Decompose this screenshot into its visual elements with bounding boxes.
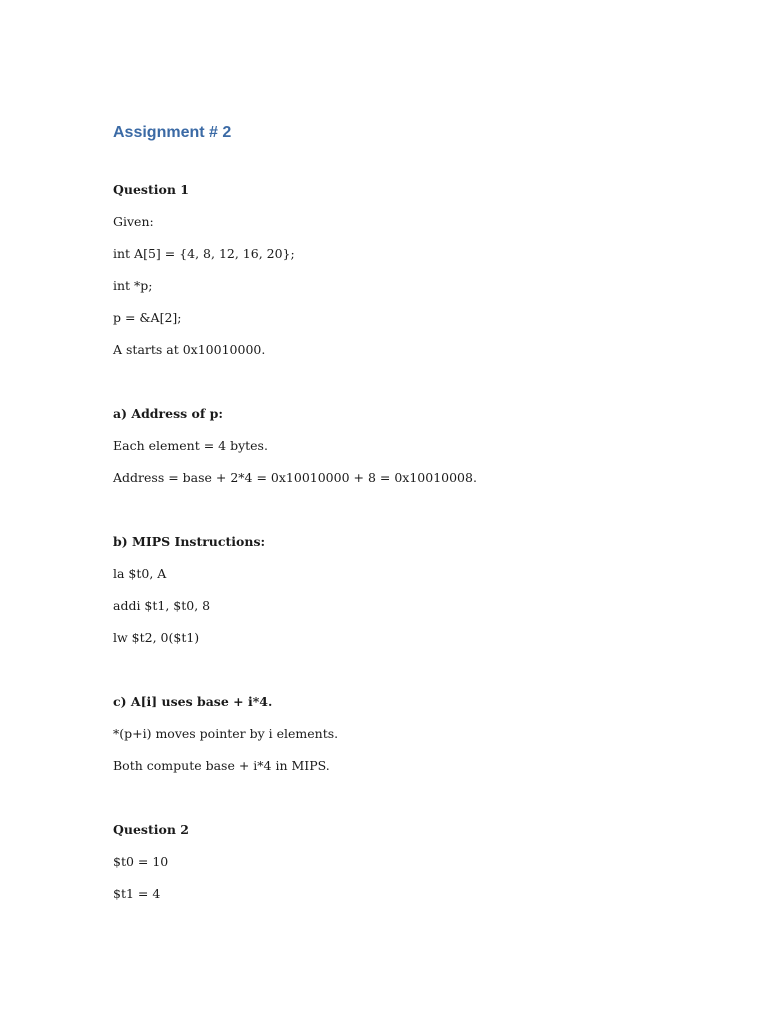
pointer-arithmetic-text: *(p+i) moves pointer by i elements. [113,726,339,741]
document-title: Assignment # 2 [113,124,232,141]
part-b-heading: b) MIPS Instructions: [113,534,266,549]
element-size-text: Each element = 4 bytes. [113,438,268,453]
array-declaration: int A[5] = {4, 8, 12, 16, 20}; [113,246,295,261]
part-a-heading: a) Address of p: [113,406,223,421]
mips-instruction-addi: addi $t1, $t0, 8 [113,598,211,613]
pointer-declaration: int *p; [113,278,153,293]
mips-instruction-la: la $t0, A [113,566,167,581]
address-calculation: Address = base + 2*4 = 0x10010000 + 8 = 0x10010008. [113,470,477,485]
given-label: Given: [113,214,154,229]
array-base-address: A starts at 0x10010000. [113,342,266,357]
register-t0-value: $t0 = 10 [113,854,169,869]
question-2-heading: Question 2 [113,822,189,837]
part-c-heading: c) A[i] uses base + i*4. [113,694,273,709]
mips-instruction-lw: lw $t2, 0($t1) [113,630,200,645]
comparison-text: Both compute base + i*4 in MIPS. [113,758,330,773]
pointer-assignment: p = &A[2]; [113,310,182,325]
register-t1-value: $t1 = 4 [113,886,161,901]
question-1-heading: Question 1 [113,182,189,197]
